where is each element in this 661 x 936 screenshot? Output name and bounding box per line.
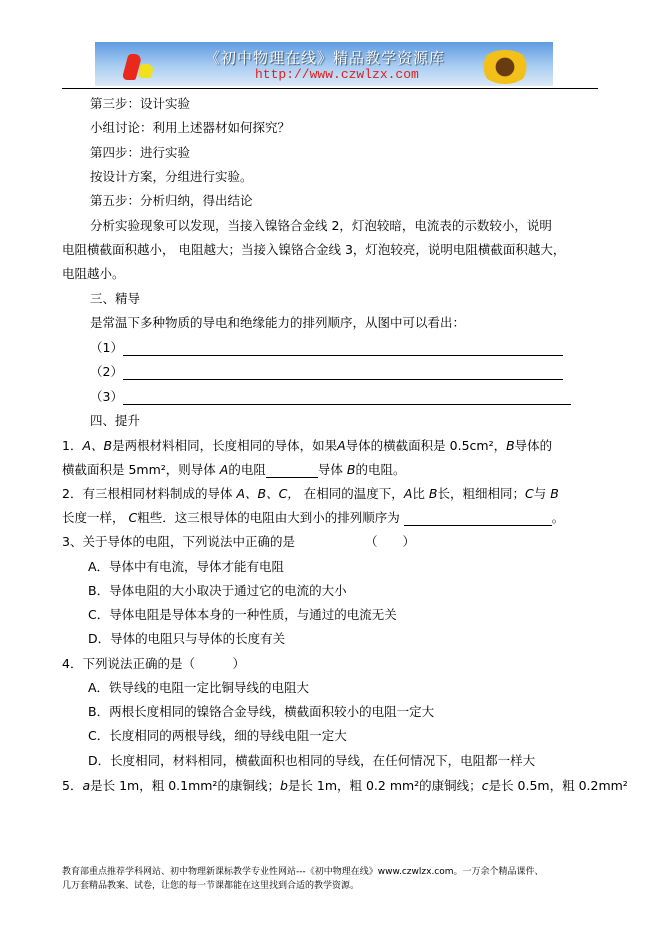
answer-blank[interactable] (123, 392, 571, 405)
text: 在相同的温度下， (303, 486, 404, 501)
banner-title: 《初中物理在线》精品教学资源库 (205, 49, 446, 67)
analysis-line-3: 电阻越小。 (62, 266, 125, 281)
question-1 (62, 438, 552, 454)
var: b (279, 778, 288, 793)
var: c (481, 778, 489, 793)
footer-line-1: 教育部重点推荐学科网站、初中物理新课标教学专业性网站---《初中物理在线》www.czwlzx.com。一万余个精品课件、 (62, 867, 544, 877)
sunflower-image (480, 50, 530, 84)
analysis-line-1: 分析实验现象可以发现，当接入镍铬合金线 2，灯泡较暗，电流表的示数较小，说明 (90, 218, 552, 233)
text: 2．有三根相同材料制成的导体 (62, 486, 233, 501)
header-rule (62, 88, 598, 89)
var: B (550, 486, 559, 501)
header-banner (95, 42, 553, 86)
group-discussion: 小组讨论：利用上述器材如何探究？ (90, 120, 291, 135)
blank-line-1 (90, 340, 563, 356)
var: C (524, 486, 534, 501)
text: 。 (551, 510, 565, 525)
var: A (219, 462, 229, 477)
var: B (428, 486, 438, 501)
var: B (346, 462, 356, 477)
var: A、B、C， (236, 486, 300, 501)
footer-line-2: 几万套精品教案、试卷，让您的每一节课都能在这里找到合适的教学资源。 (62, 881, 360, 891)
text: 导体的 (514, 438, 553, 453)
text: 导体 (317, 462, 343, 477)
text: 比 (412, 486, 425, 501)
guide-text: 是常温下多种物质的导电和绝缘能力的排列顺序，从图中可以看出： (90, 315, 466, 330)
var: A、B (82, 438, 113, 453)
blank-line-2 (90, 364, 563, 380)
option: D．长度相同，材料相同，横截面积也相同的导线，在任何情况下，电阻都一样大 (88, 753, 536, 768)
question-4: 4．下列说法正确的是（ ） (62, 656, 245, 671)
q-number: 1． (62, 438, 83, 453)
option: B．两根长度相同的镍铬合金导线，横截面积较小的电阻一定大 (88, 704, 435, 719)
text: 横截面积是 5mm²，则导体 (62, 462, 216, 477)
text: 的电阻 (228, 462, 266, 477)
var: C (128, 510, 138, 525)
question-5 (62, 778, 628, 794)
answer-blank[interactable] (123, 343, 563, 356)
banner-url[interactable]: http://www.czwlzx.com (255, 67, 419, 82)
question-stem: 3、关于导体的电阻，下列说法中正确的是 (62, 534, 295, 549)
question-1-cont (62, 462, 405, 478)
text: 是两根材料相同，长度相同的导体，如果 (112, 438, 338, 453)
text: 是长 1m，粗 0.1mm²的康铜线； (90, 778, 280, 793)
option: D．导体的电阻只与导体的长度有关 (88, 631, 286, 646)
blank-label: （2） (90, 364, 123, 379)
text: 长度一样， (62, 510, 125, 525)
question-3 (62, 534, 415, 550)
question-2-cont (62, 510, 564, 526)
option: A．导体中有电流，导体才能有电阻 (88, 559, 285, 574)
answer-blank[interactable] (404, 513, 552, 526)
logo-icon-secondary (137, 64, 155, 78)
question-2 (62, 486, 559, 502)
step-5: 第五步：分析归纳，得出结论 (90, 193, 253, 208)
text: 长，粗细相同； (437, 486, 525, 501)
section-4-heading: 四、提升 (90, 413, 141, 428)
answer-blank[interactable] (123, 367, 563, 380)
blank-label: （3） (90, 389, 123, 404)
var: A (337, 438, 346, 453)
blank-label: （1） (90, 340, 123, 355)
var: A (403, 486, 413, 501)
option: C．长度相同的两根导线，细的导线电阻一定大 (88, 728, 347, 743)
text: 导体的横截面积是 0.5cm²， (345, 438, 507, 453)
option: A．铁导线的电阻一定比铜导线的电阻大 (88, 680, 310, 695)
option: B．导体电阻的大小取决于通过它的电流的大小 (88, 583, 347, 598)
answer-paren[interactable]: （ ） (364, 534, 415, 549)
blank-line-3 (90, 389, 571, 405)
step-4: 第四步：进行实验 (90, 145, 191, 160)
text: 粗些．这三根导体的电阻由大到小的排列顺序为 (137, 510, 400, 525)
section-3-heading: 三、精导 (90, 291, 141, 306)
text: 5． (62, 778, 83, 793)
step-3: 第三步：设计实验 (90, 96, 191, 111)
text: 的电阻。 (355, 462, 406, 477)
var: B (506, 438, 515, 453)
text: 是长 1m，粗 0.2 mm²的康铜线； (287, 778, 482, 793)
var: a (82, 778, 91, 793)
answer-blank[interactable] (266, 465, 318, 478)
text: 是长 0.5m，粗 0.2mm² (488, 778, 628, 793)
text: 与 (533, 486, 547, 501)
analysis-line-2: 电阻横截面积越小， 电阻越大；当接入镍铬合金线 3，灯泡较亮，说明电阻横截面积越大， (62, 242, 566, 257)
option: C．导体电阻是导体本身的一种性质，与通过的电流无关 (88, 607, 397, 622)
step-4-text: 按设计方案，分组进行实验。 (90, 169, 253, 184)
